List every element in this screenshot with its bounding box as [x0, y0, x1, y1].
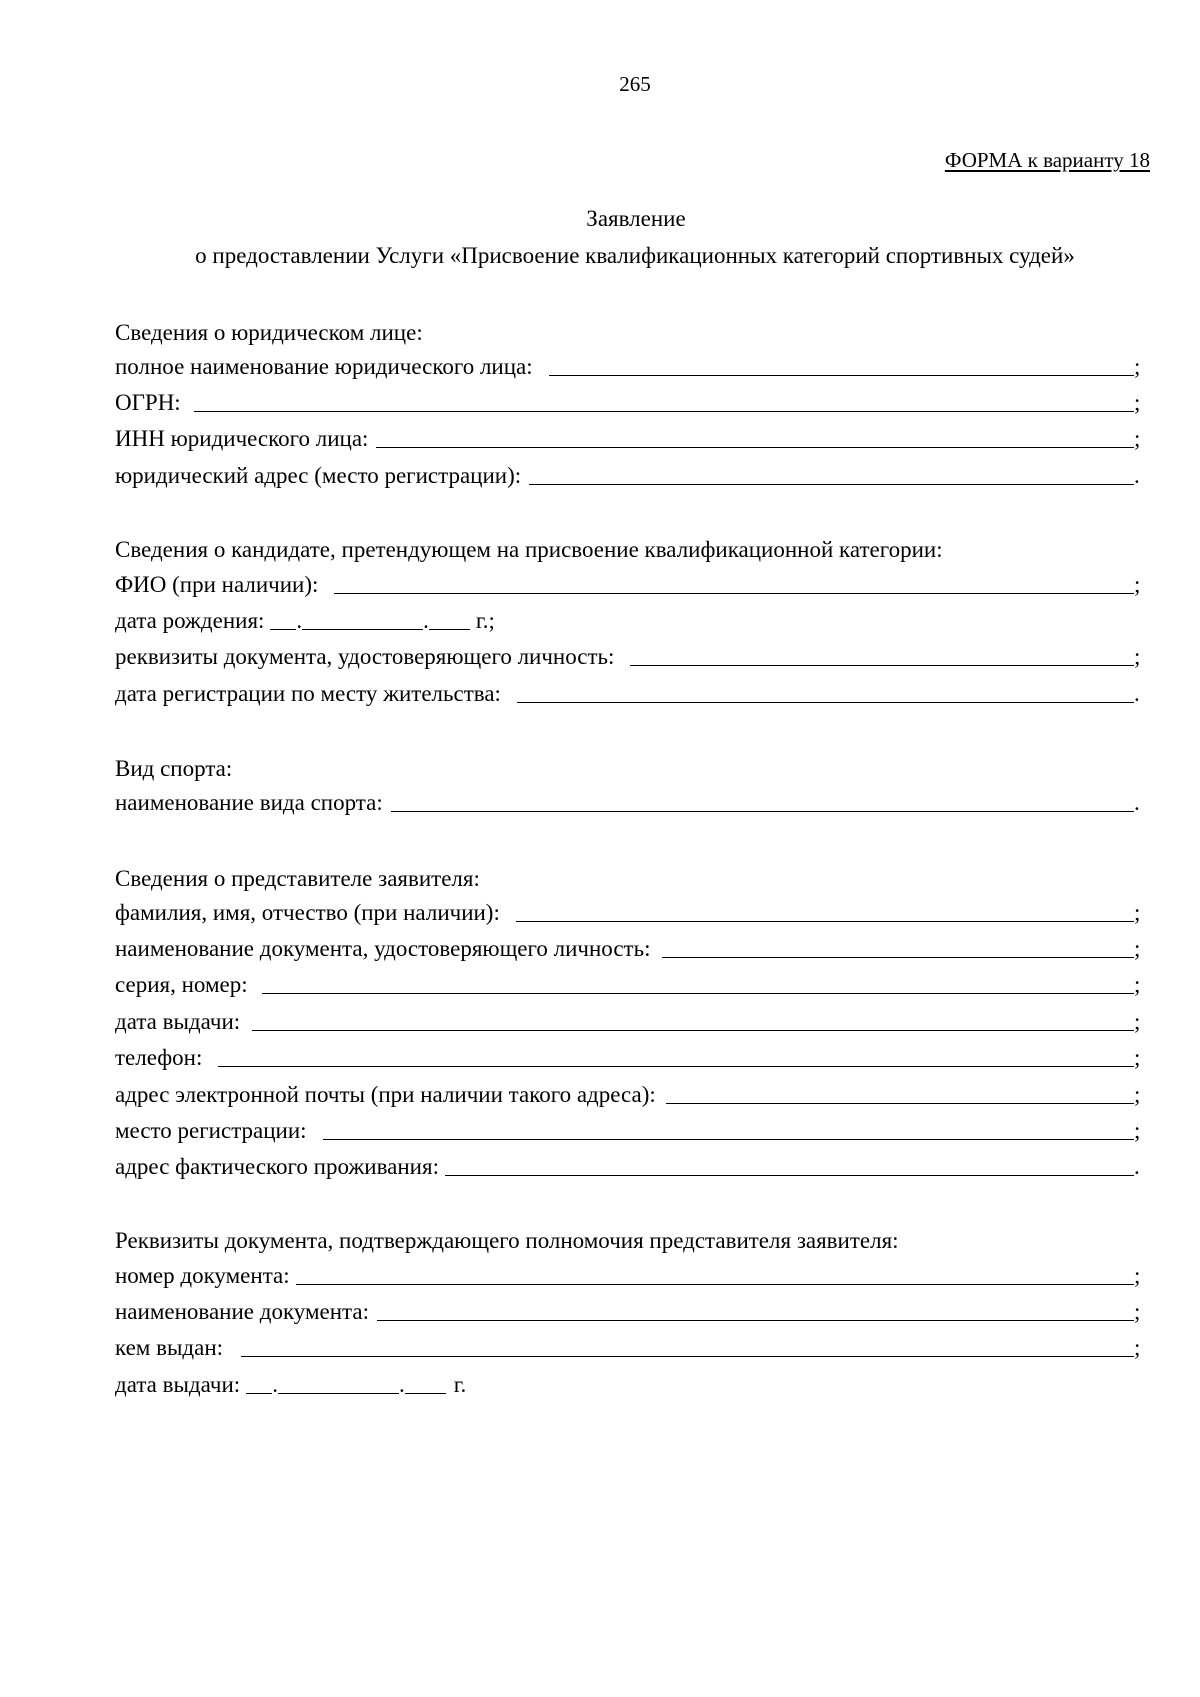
ogrn-row	[115, 388, 1142, 416]
authority-issued-by-label: кем выдан:	[115, 1335, 224, 1360]
authority-issued-by-field[interactable]	[241, 1356, 1134, 1357]
representative-issue-date-row	[115, 1007, 1142, 1035]
birth-date-suffix: г.;	[475, 608, 495, 633]
registration-place-row	[115, 1116, 1142, 1144]
candidate-birth-date-label: дата рождения:	[115, 608, 265, 633]
semicolon: ;	[1134, 572, 1141, 597]
authority-number-row	[115, 1261, 1142, 1289]
sport-name-field[interactable]	[391, 811, 1134, 812]
authority-number-field[interactable]	[296, 1284, 1134, 1285]
candidate-id-document-field[interactable]	[630, 665, 1134, 666]
sport-name-row	[115, 788, 1142, 816]
candidate-fio-field[interactable]	[334, 593, 1134, 594]
legal-entity-full-name-field[interactable]	[549, 375, 1134, 376]
semicolon: ;	[1134, 900, 1141, 925]
inn-label: ИНН юридического лица:	[115, 426, 369, 451]
actual-address-label: адрес фактического проживания:	[115, 1154, 439, 1179]
representative-id-document-field[interactable]	[662, 957, 1134, 958]
representative-id-document-label: наименование документа, удостоверяющего личность:	[115, 936, 651, 961]
period: .	[1134, 681, 1140, 706]
semicolon: ;	[1134, 644, 1141, 669]
date-dot: .	[272, 1372, 278, 1397]
semicolon: ;	[1134, 1082, 1141, 1107]
semicolon: ;	[1134, 936, 1141, 961]
semicolon: ;	[1134, 426, 1141, 451]
authority-issued-by-row	[115, 1333, 1142, 1361]
inn-row	[115, 424, 1142, 452]
series-number-field[interactable]	[262, 993, 1134, 994]
candidate-id-document-label: реквизиты документа, удостоверяющего личность:	[115, 644, 615, 669]
legal-entity-full-name-label: полное наименование юридического лица:	[115, 354, 533, 379]
semicolon: ;	[1134, 1263, 1141, 1288]
candidate-id-document-row	[115, 642, 1142, 670]
legal-entity-heading: Сведения о юридическом лице:	[115, 320, 423, 345]
candidate-registration-date-row	[115, 679, 1142, 707]
period: .	[1134, 463, 1140, 488]
issue-year-field[interactable]	[405, 1393, 446, 1394]
document-title: Заявление	[586, 206, 686, 231]
semicolon: ;	[1134, 972, 1141, 997]
authority-issue-date-label: дата выдачи:	[115, 1372, 241, 1397]
phone-field[interactable]	[218, 1066, 1134, 1067]
birth-day-field[interactable]	[270, 629, 296, 630]
representative-heading: Сведения о представителе заявителя:	[115, 866, 480, 891]
issue-day-field[interactable]	[246, 1393, 272, 1394]
authority-issue-date-row	[115, 1370, 466, 1398]
email-label: адрес электронной почты (при наличии такого адреса):	[115, 1082, 656, 1107]
candidate-heading: Сведения о кандидате, претендующем на присвоение квалификационной категории:	[115, 537, 943, 562]
representative-name-label: фамилия, имя, отчество (при наличии):	[115, 900, 500, 925]
date-dot: .	[296, 608, 303, 633]
semicolon: ;	[1134, 1045, 1141, 1070]
representative-issue-date-field[interactable]	[252, 1030, 1134, 1031]
candidate-fio-row	[115, 570, 1142, 598]
semicolon: ;	[1134, 354, 1141, 379]
inn-field[interactable]	[376, 447, 1134, 448]
authority-name-label: наименование документа:	[115, 1299, 369, 1324]
series-number-label: серия, номер:	[115, 972, 248, 997]
authority-name-row	[115, 1297, 1142, 1325]
date-dot: .	[423, 608, 429, 633]
semicolon: ;	[1134, 1118, 1141, 1143]
semicolon: ;	[1134, 1299, 1141, 1324]
date-dot: .	[398, 1372, 405, 1397]
actual-address-field[interactable]	[445, 1175, 1134, 1176]
birth-month-field[interactable]	[302, 629, 423, 630]
series-number-row	[115, 970, 1142, 998]
issue-date-suffix: г.	[453, 1372, 467, 1397]
candidate-registration-date-label: дата регистрации по месту жительства:	[115, 681, 501, 706]
representative-name-row	[115, 898, 1142, 926]
period: .	[1134, 1154, 1140, 1179]
actual-address-row	[115, 1152, 1142, 1180]
legal-entity-full-name-row	[115, 352, 1142, 380]
authority-number-label: номер документа:	[115, 1263, 290, 1288]
candidate-birth-date-row	[115, 606, 495, 634]
email-field[interactable]	[666, 1103, 1134, 1104]
candidate-registration-date-field[interactable]	[517, 702, 1134, 703]
birth-year-field[interactable]	[429, 629, 470, 630]
issue-month-field[interactable]	[278, 1393, 399, 1394]
ogrn-field[interactable]	[194, 411, 1134, 412]
document-subtitle: о предоставлении Услуги «Присвоение квалификационных категорий спортивных судей»	[195, 243, 1075, 268]
registration-place-label: место регистрации:	[115, 1118, 307, 1143]
registration-place-field[interactable]	[323, 1139, 1134, 1140]
phone-row	[115, 1043, 1142, 1071]
representative-id-document-row	[115, 934, 1142, 962]
authority-name-field[interactable]	[377, 1320, 1134, 1321]
email-row	[115, 1080, 1142, 1108]
form-reference: ФОРМА к варианту 18	[944, 148, 1150, 172]
period: .	[1134, 790, 1140, 815]
page-number: 265	[619, 72, 651, 96]
representative-issue-date-label: дата выдачи:	[115, 1009, 241, 1034]
legal-address-field[interactable]	[529, 484, 1134, 485]
candidate-fio-label: ФИО (при наличии):	[115, 572, 319, 597]
legal-address-row	[115, 461, 1142, 489]
sport-name-label: наименование вида спорта:	[115, 790, 383, 815]
semicolon: ;	[1134, 1335, 1141, 1360]
semicolon: ;	[1134, 390, 1141, 415]
ogrn-label: ОГРН:	[115, 390, 181, 415]
semicolon: ;	[1134, 1009, 1141, 1034]
legal-address-label: юридический адрес (место регистрации):	[115, 463, 522, 488]
representative-name-field[interactable]	[516, 921, 1134, 922]
sport-heading: Вид спорта:	[115, 756, 233, 781]
phone-label: телефон:	[115, 1045, 203, 1070]
authority-document-heading: Реквизиты документа, подтверждающего полномочия представителя заявителя:	[115, 1228, 899, 1253]
